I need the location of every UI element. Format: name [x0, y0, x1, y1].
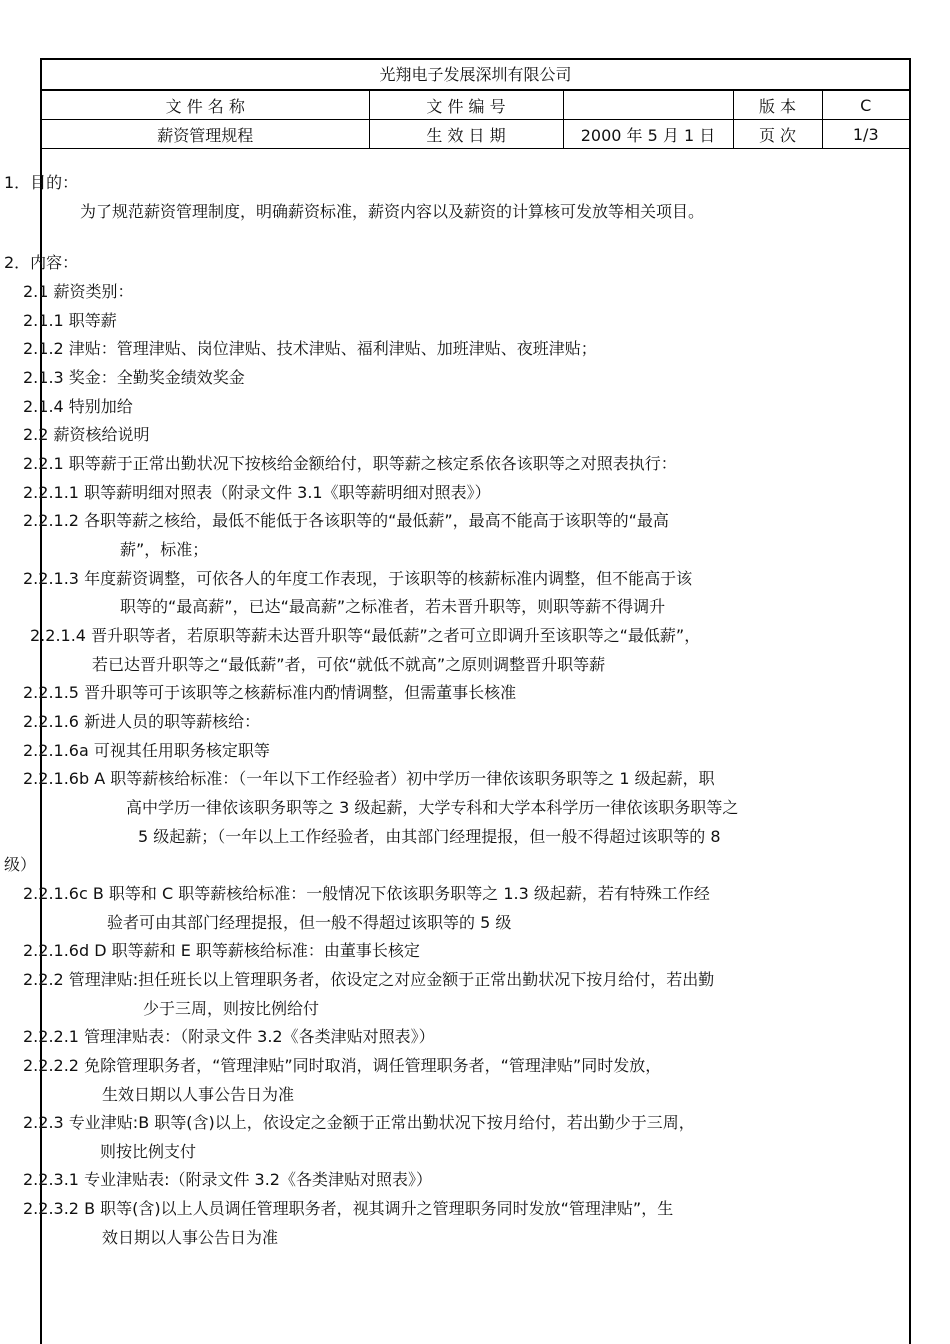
- clause: 2.2.3.1 专业津贴表:（附录文件 3.2《各类津贴对照表》）: [23, 1170, 432, 1189]
- clause: 2.2.1.6b A 职等薪核给标准：（一年以下工作经验者）初中学历一律依该职务职等之 1 级起薪，职: [23, 769, 715, 788]
- clause: 2.1.1 职等薪: [23, 311, 117, 330]
- version-value: C: [822, 91, 909, 120]
- clause: 2.2.1.2 各职等薪之核给，最低不能低于各该职等的“最低薪”，最高不能高于该职等的“最高: [23, 511, 669, 530]
- clause: 2.2.1.5 晋升职等可于该职等之核薪标准内酌情调整，但需董事长核准: [23, 683, 517, 702]
- clause-continuation: 验者可由其部门经理提报，但一般不得超过该职等的 5 级: [107, 913, 512, 932]
- effective-date-value: 2000 年 5 月 1 日: [563, 120, 733, 149]
- clause: 2.2.3 专业津贴:B 职等(含)以上，依设定之金额于正常出勤状况下按月给付，若出勤少于三周，: [23, 1113, 695, 1132]
- paragraph: 为了规范薪资管理制度，明确薪资标准，薪资内容以及薪资的计算核可发放等相关项目。: [80, 202, 705, 221]
- clause: 2.1.4 特别加给: [23, 397, 133, 416]
- header-table: [42, 90, 909, 149]
- clause: 2.2 薪资核给说明: [23, 425, 150, 444]
- clause: 2.2.1.6d D 职等薪和 E 职等薪核给标准：由董事长核定: [23, 941, 420, 960]
- clause-continuation: 级）: [4, 855, 37, 874]
- clause: 2.2.1.6c B 职等和 C 职等薪核给标准：一般情况下依该职务职等之 1.3 级起薪，若有特殊工作经: [23, 884, 710, 903]
- page-label: 页 次: [733, 120, 822, 149]
- clause-continuation: 若已达晋升职等之“最低薪”者，可依“就低不就高”之原则调整晋升职等薪: [92, 655, 606, 674]
- clause-continuation: 高中学历一律依该职务职等之 3 级起薪，大学专科和大学本科学历一律依该职务职等之: [126, 798, 739, 817]
- file-name-label: 文 件 名 称: [42, 91, 369, 120]
- clause: 2.2.1.4 晋升职等者，若原职等薪未达晋升职等“最低薪”之者可立即调升至该职等之“最低薪”，: [30, 626, 701, 645]
- section-heading: 2．内容：: [4, 253, 79, 272]
- company-name: 光翔电子发展深圳有限公司: [42, 60, 909, 90]
- clause: 2.2.1.6a 可视其任用职务核定职等: [23, 741, 270, 760]
- clause: 2.2.2.1 管理津贴表：（附录文件 3.2《各类津贴对照表》）: [23, 1027, 435, 1046]
- file-number-value: [563, 91, 733, 120]
- clause: 2.2.1 职等薪于正常出勤状况下按核给金额给付，职等薪之核定系依各该职等之对照表执行：: [23, 454, 677, 473]
- clause-continuation: 效日期以人事公告日为准: [102, 1228, 279, 1247]
- clause-continuation: 薪”，标准；: [120, 540, 209, 559]
- clause: 2.2.1.1 职等薪明细对照表（附录文件 3.1《职等薪明细对照表》）: [23, 483, 491, 502]
- clause: 2.2.2.2 免除管理职务者，“管理津贴”同时取消，调任管理职务者，“管理津贴”同时发放，: [23, 1056, 662, 1075]
- clause-continuation: 5 级起薪；（一年以上工作经验者，由其部门经理提报，但一般不得超过该职等的 8: [138, 827, 721, 846]
- section-heading: 1．目的：: [4, 173, 79, 192]
- clause: 2.2.2 管理津贴:担任班长以上管理职务者，依设定之对应金额于正常出勤状况下按月给付，若出勤: [23, 970, 715, 989]
- clause: 2.2.1.6 新进人员的职等薪核给：: [23, 712, 261, 731]
- version-label: 版 本: [733, 91, 822, 120]
- clause-continuation: 则按比例支付: [100, 1142, 197, 1161]
- clause: 2.1 薪资类别：: [23, 282, 134, 301]
- clause-continuation: 少于三周，则按比例给付: [143, 999, 320, 1018]
- file-number-label: 文 件 编 号: [369, 91, 563, 120]
- clause-continuation: 职等的“最高薪”，已达“最高薪”之标准者，若未晋升职等，则职等薪不得调升: [120, 597, 666, 616]
- clause: 2.1.2 津贴：管理津贴、岗位津贴、技术津贴、福利津贴、加班津贴、夜班津贴；: [23, 339, 597, 358]
- clause: 2.1.3 奖金：全勤奖金绩效奖金: [23, 368, 245, 387]
- doc-title: 薪资管理规程: [42, 120, 369, 149]
- effective-date-label: 生 效 日 期: [369, 120, 563, 149]
- clause: 2.2.3.2 B 职等(含)以上人员调任管理职务者，视其调升之管理职务同时发放“管理津贴”，生: [23, 1199, 674, 1218]
- clause: 2.2.1.3 年度薪资调整，可依各人的年度工作表现，于该职等的核薪标准内调整，但不能高于该: [23, 569, 693, 588]
- clause-continuation: 生效日期以人事公告日为准: [102, 1085, 295, 1104]
- page-value: 1/3: [822, 120, 909, 149]
